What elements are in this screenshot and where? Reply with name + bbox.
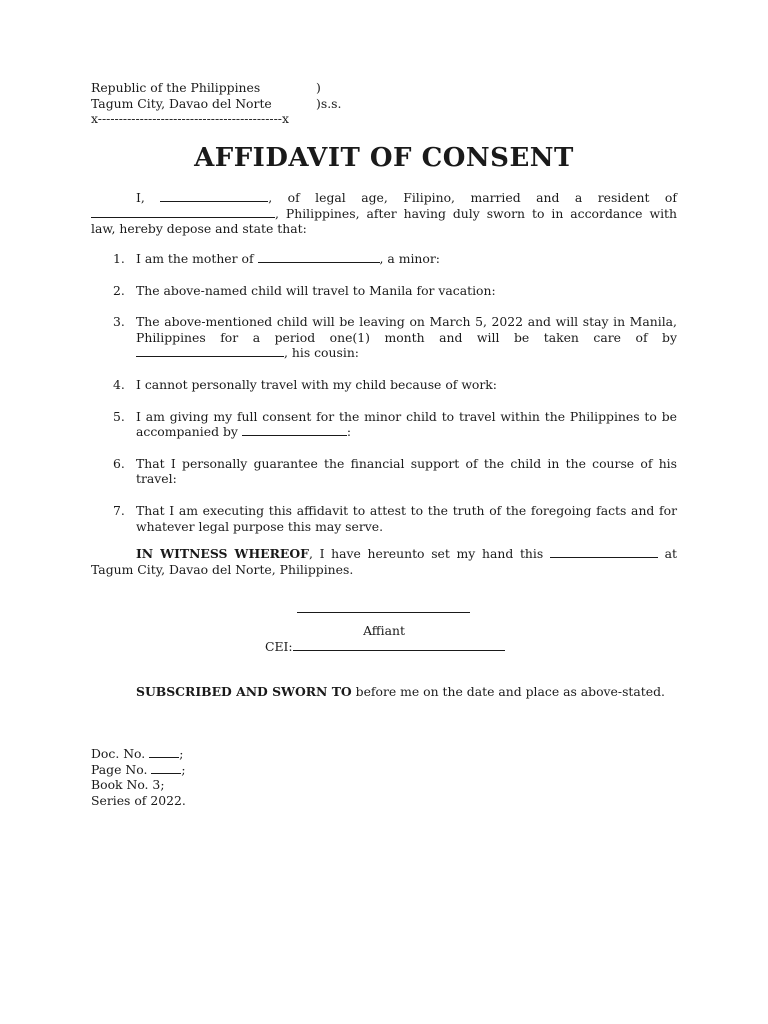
cei-blank[interactable] (293, 639, 505, 651)
item-text: I am giving my full consent for the minor child to travel within the Philippines to be accompanied by (136, 408, 677, 440)
minor-name-blank[interactable] (258, 251, 380, 263)
item-text: I cannot personally travel with my child because of work: (136, 376, 497, 392)
intro-part1: , of legal age, Filipino, married and a resident of (268, 190, 677, 205)
page-no-blank[interactable] (151, 762, 181, 774)
book-no-row: Book No. 3; (91, 777, 165, 793)
venue-line-2 (91, 96, 391, 112)
item-text: I am the mother of (136, 251, 254, 266)
cousin-name-blank[interactable] (136, 345, 284, 357)
list-item (91, 409, 677, 440)
item-number: 1. (113, 251, 125, 266)
sworn-rest: before me on the date and place as above-stated. (351, 684, 665, 699)
item-number: 4. (113, 376, 125, 392)
item-text: That I personally guarantee the financial support of the child in the course of his travel: (136, 455, 677, 487)
intro-i: I, (136, 190, 145, 205)
venue-city: Tagum City, Davao del Norte (91, 95, 272, 111)
cei-field (265, 639, 505, 655)
witness-part2: at Tagum City, Davao del Norte, Philippines. (91, 546, 677, 577)
intro-paragraph (91, 190, 677, 237)
venue-separator: x--------------------------------------------x (91, 111, 289, 127)
list-item (91, 377, 677, 393)
page-no-row (91, 762, 186, 778)
item-text-tail: , his cousin: (284, 345, 359, 361)
witness-paragraph (91, 546, 677, 577)
list-item (91, 503, 677, 534)
item-text-tail: : (346, 424, 352, 440)
witness-part1: , I have hereunto set my hand this (308, 546, 544, 561)
item-text-tail: , a minor: (379, 251, 440, 266)
name-blank[interactable] (160, 190, 268, 202)
doc-no-label: Doc. No. (91, 746, 146, 761)
venue-paren-2: )s.s. (316, 95, 342, 111)
list-item (91, 283, 677, 299)
doc-no-row (91, 746, 186, 762)
list-item (91, 314, 677, 361)
venue-line-1 (91, 80, 391, 96)
page-no-label: Page No. (91, 761, 148, 777)
item-number: 2. (113, 282, 125, 298)
residence-blank[interactable] (91, 206, 275, 218)
statement-list (91, 251, 677, 550)
notary-block (91, 746, 186, 808)
item-number: 7. (113, 502, 125, 518)
intro-part2: , Philippines, after having duly sworn to in accordance with law, hereby depose and state that: (91, 205, 677, 237)
sworn-heading: SUBSCRIBED AND SWORN TO (136, 684, 352, 699)
item-number: 3. (113, 314, 125, 330)
affiant-signature-line[interactable] (297, 612, 470, 613)
doc-no-semicolon: ; (179, 746, 184, 761)
affiant-label: Affiant (363, 623, 405, 638)
date-blank[interactable] (550, 546, 658, 558)
list-item (91, 251, 677, 267)
doc-no-blank[interactable] (149, 746, 179, 758)
cei-label: CEI: (265, 639, 293, 654)
item-text: That I am executing this affidavit to attest to the truth of the foregoing facts and for whatever legal purpose this may serve. (136, 502, 677, 534)
venue-block (91, 80, 391, 127)
item-number: 6. (113, 455, 125, 471)
list-item (91, 456, 677, 487)
companion-name-blank[interactable] (242, 424, 347, 436)
series-row: Series of 2022. (91, 792, 186, 808)
witness-heading: IN WITNESS WHEREOF (136, 546, 309, 561)
sworn-statement (136, 684, 665, 700)
venue-country: Republic of the Philippines (91, 80, 261, 95)
venue-paren-1: ) (316, 80, 321, 95)
page-no-semicolon: ; (181, 761, 186, 777)
document-title: AFFIDAVIT OF CONSENT (194, 143, 574, 173)
item-text: The above-mentioned child will be leaving on March 5, 2022 and will stay in Manila, Philippines for a period one(1) month and will be taken care of by (136, 314, 677, 345)
item-number: 5. (113, 408, 125, 424)
item-text: The above-named child will travel to Manila for vacation: (136, 282, 496, 298)
